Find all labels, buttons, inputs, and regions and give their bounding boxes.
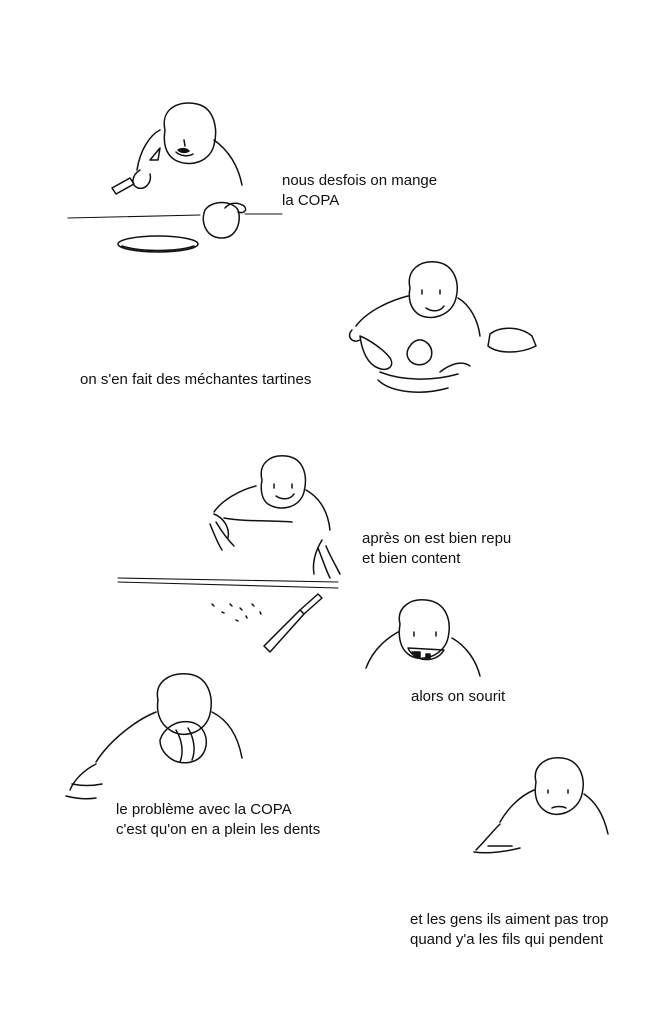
drawing-content-person: [118, 456, 340, 652]
caption-5-line-2: c'est qu'on en a plein les dents: [116, 821, 321, 838]
caption-2-line-1: on s'en fait des méchantes tartines: [80, 371, 312, 388]
caption-4-line-1: alors on sourit: [411, 688, 506, 705]
caption-3: [362, 529, 511, 569]
drawing-fullmouth-person: [66, 674, 242, 799]
caption-3-line-2: et bien content: [362, 550, 461, 567]
drawing-tartine-person: [350, 262, 536, 392]
caption-4: [411, 687, 505, 707]
drawing-knife-person: [68, 103, 282, 252]
caption-1: [282, 171, 437, 211]
caption-6-line-2: quand y'a les fils qui pendent: [410, 931, 604, 948]
caption-1-line-1: nous desfois on mange: [282, 172, 438, 189]
caption-6: [410, 910, 608, 950]
caption-2: [80, 370, 311, 390]
caption-5: [116, 800, 320, 840]
caption-3-line-1: après on est bien repu: [362, 530, 512, 547]
caption-5-line-1: le problème avec la COPA: [116, 801, 292, 818]
drawing-skeptical-person: [474, 758, 608, 853]
caption-1-line-2: la COPA: [282, 192, 340, 209]
caption-6-line-1: et les gens ils aiment pas trop: [410, 911, 609, 928]
drawing-smiling-person: [366, 600, 480, 676]
